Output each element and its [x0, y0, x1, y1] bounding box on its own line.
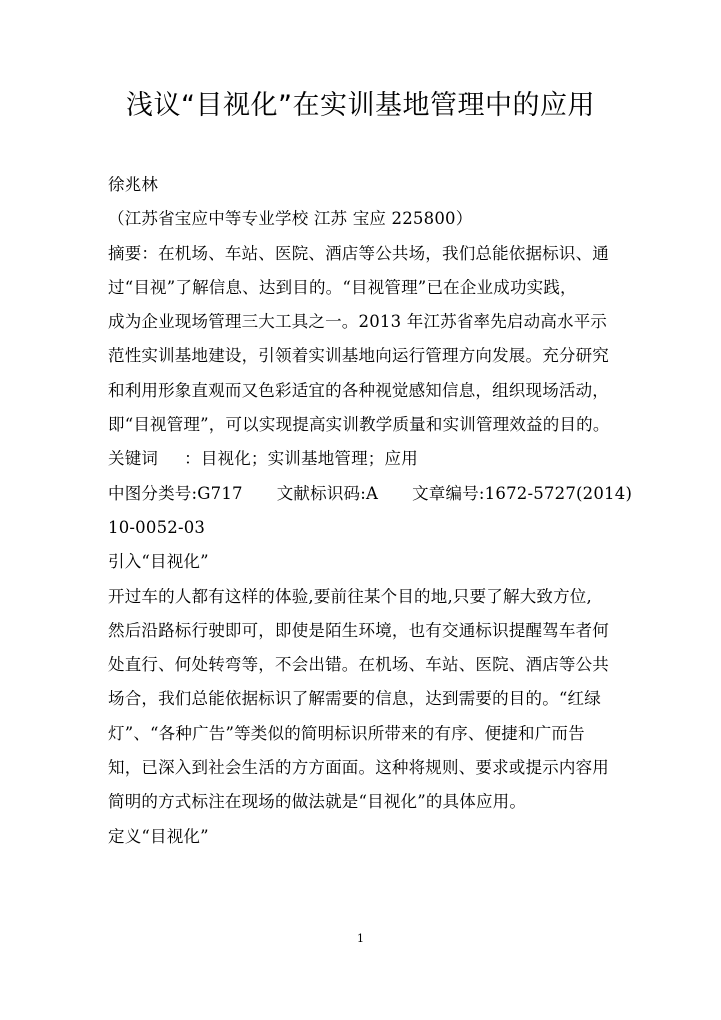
paragraph-line: 然后沿路标行驶即可，即使是陌生环境，也有交通标识提醒驾车者何: [108, 620, 609, 640]
paragraph-line: 开过车的人都有这样的体验,要前往某个目的地,只要了解大致方位,: [108, 586, 592, 606]
abstract-line: 过“目视”了解信息、达到目的。“目视管理”已在企业成功实践，: [108, 277, 577, 297]
abstract: [108, 237, 622, 443]
paragraph-line: 知，已深入到社会生活的方方面面。这种将规则、要求或提示内容用: [108, 758, 609, 778]
section-paragraph: [108, 580, 622, 820]
paragraph-line: 处直行、何处转弯等，不会出错。在机场、车站、医院、酒店等公共: [108, 655, 609, 675]
page-number: 1: [357, 932, 364, 945]
document-title: 浅议“目视化”在实训基地管理中的应用: [126, 90, 595, 121]
section-heading: 引入“目视化”: [108, 552, 209, 572]
abstract-line: 即“目视管理”，可以实现提高实训教学质量和实训管理效益的目的。: [108, 415, 610, 435]
author-name: 徐兆林: [108, 175, 159, 194]
document-body: [108, 168, 633, 854]
author-affiliation: （江苏省宝应中等专业学校 江苏 宝应 225800）: [108, 209, 473, 229]
paragraph-line: 场合，我们总能依据标识了解需要的信息，达到需要的目的。“红绿: [108, 689, 601, 709]
article-number: 文章编号:1672-5727(2014): [412, 483, 633, 503]
paragraph-line: 灯”、“各种广告”等类似的简明标识所带来的有序、便捷和广而告: [108, 723, 585, 743]
article-number-continued: 10-0052-03: [108, 517, 206, 537]
paragraph-line: 简明的方式标注在现场的做法就是“目视化”的具体应用。: [108, 792, 527, 812]
keywords: [108, 442, 622, 476]
abstract-line: 范性实训基地建设，引领着实训基地向运行管理方向发展。充分研究: [108, 346, 609, 366]
clc-number: 中图分类号:G717: [108, 483, 243, 503]
keywords-separator: ：: [184, 449, 201, 469]
classification-line: [108, 477, 633, 511]
section-heading: 定义“目视化”: [108, 826, 209, 846]
abstract-line: 摘要：在机场、车站、医院、酒店等公共场，我们总能依据标识、通: [108, 243, 609, 263]
keywords-values: 目视化；实训基地管理；应用: [200, 449, 418, 469]
abstract-line: 成为企业现场管理三大工具之一。2013 年江苏省率先启动高水平示: [108, 312, 608, 332]
document-code: 文献标识码:A: [276, 483, 379, 503]
abstract-line: 和利用形象直观而又色彩适宜的各种视觉感知信息，组织现场活动，: [108, 380, 609, 400]
keywords-label: 关键词: [108, 449, 159, 469]
